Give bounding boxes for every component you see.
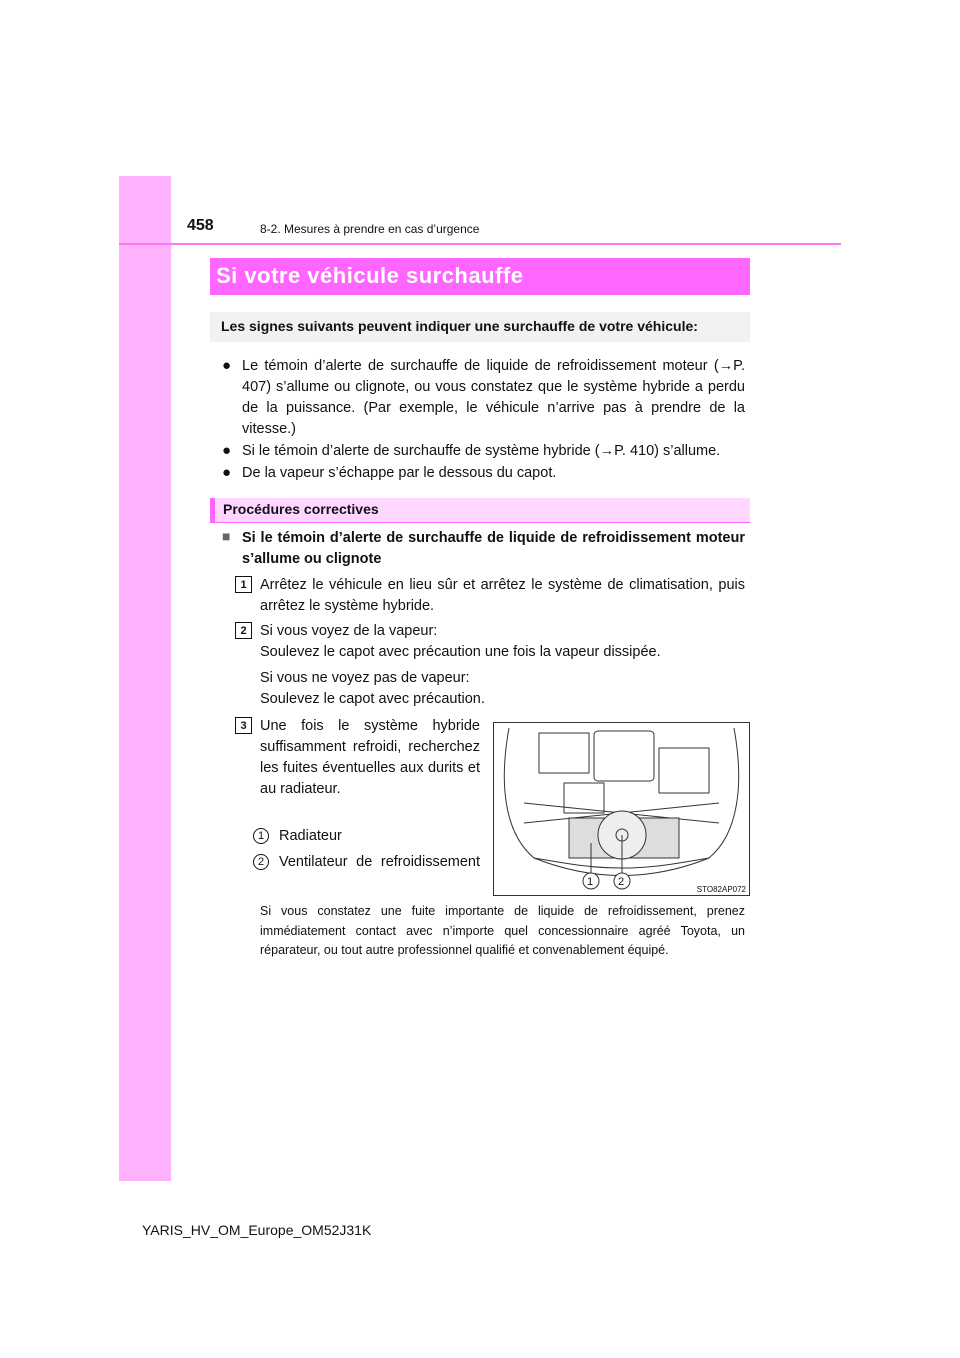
page-title: Si votre véhicule surchauffe [210,258,750,295]
engine-illustration [494,723,749,895]
step-text: Soulevez le capot avec précaution une fois la vapeur dissipée. [260,644,661,660]
step-number: 3 [235,717,252,734]
bullet-text: Le témoin d’alerte de surchauffe de liquide de refroidissement moteur (→P. 407) s’allume ou clignote, ou vous constatez que le système hybride a perdu de la puissance. (Par exemple, le véhicule n’arrive pas à prendre de la vitesse.) [242,358,745,437]
header-divider [119,243,841,245]
legend-number: 1 [253,826,269,844]
intro-box: Les signes suivants peuvent indiquer une surchauffe de votre véhicule: [210,312,750,342]
legend-label: Radiateur [279,828,342,844]
step-text: Si vous voyez de la vapeur: [260,623,438,639]
step-number: 2 [235,622,252,639]
legend-label: Ventilateur de refroidissement [279,854,480,870]
step-text: Soulevez le capot avec précaution. [260,691,485,707]
chapter-tab [119,176,171,1181]
legend-number: 2 [253,852,269,870]
step-text: Une fois le système hybride suffisamment refroidi, recherchez les fuites éventuelles aux durits et au radiateur. [260,718,480,797]
figure-code: STO82AP072 [696,885,746,894]
step-text: Si vous ne voyez pas de vapeur: [260,670,470,686]
footer-doc-id: YARIS_HV_OM_Europe_OM52J31K [142,1222,372,1238]
svg-text:1: 1 [587,876,594,888]
bullet-text: De la vapeur s’échappe par le dessous du capot. [242,465,557,481]
subheading: Si le témoin d’alerte de surchauffe de liquide de refroidissement moteur s’allume ou clignote [242,530,745,567]
step-text: Arrêtez le véhicule en lieu sûr et arrêtez le système de climatisation, puis arrêtez le système hybride. [260,577,745,614]
bullet-icon: ● [222,357,232,374]
bullet-icon: ● [222,464,232,481]
square-bullet-icon: ■ [222,528,231,544]
bullet-icon: ● [222,442,232,459]
svg-text:2: 2 [618,876,625,888]
bullet-text: Si le témoin d’alerte de surchauffe de système hybride (→P. 410) s’allume. [242,443,721,459]
note-text: Si vous constatez une fuite importante de liquide de refroidissement, prenez immédiatement contact avec n’importe quel concessionnaire agréé Toyota, un réparateur, ou tout autre professionnel qualifié et convenablement équipé. [260,904,745,957]
section-title: 8-2. Mesures à prendre en cas d’urgence [260,222,480,236]
procedures-heading: Procédures correctives [210,498,750,523]
page-number: 458 [187,217,214,234]
engine-bay-illustration [493,722,750,896]
step-number: 1 [235,576,252,593]
